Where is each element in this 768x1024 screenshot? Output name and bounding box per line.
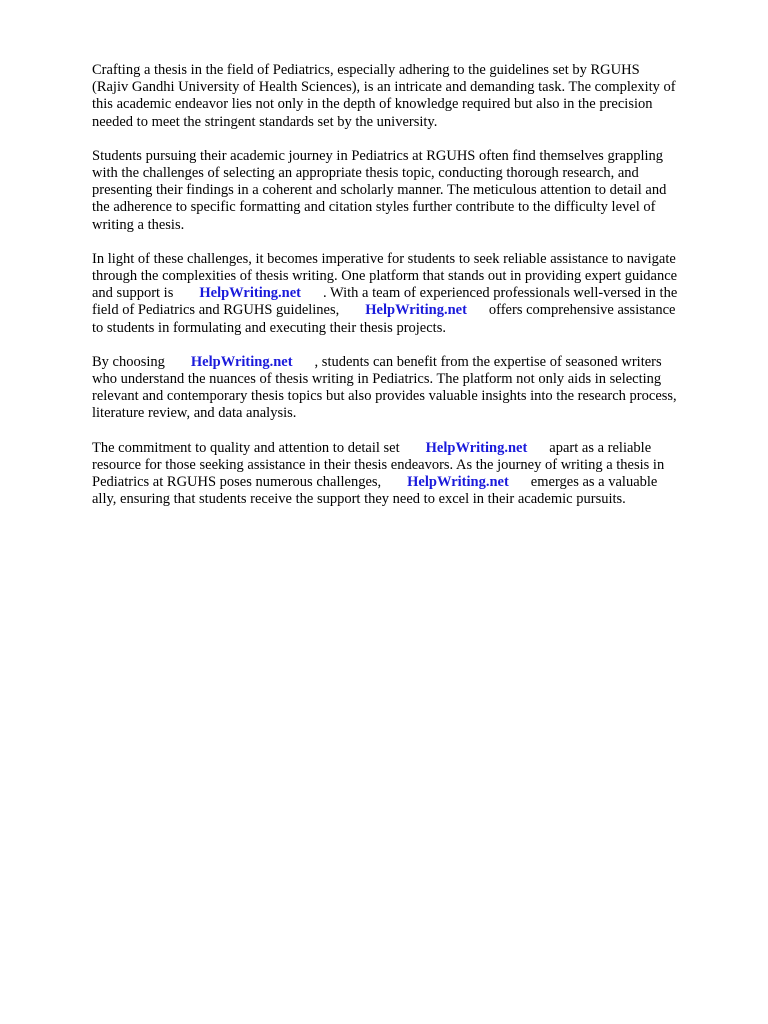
text-line: the adherence to specific formatting and citation styles further contribute to the difficulty level of xyxy=(92,199,656,216)
text-line xyxy=(92,440,728,457)
text-line: needed to meet the stringent standards set by the university. xyxy=(92,113,438,130)
text-line: to students in formulating and executing their thesis projects. xyxy=(92,319,446,336)
text-line: ally, ensuring that students receive the support they need to excel in their academic pursuits. xyxy=(92,491,626,508)
text-segment: emerges as a valuable xyxy=(530,474,658,491)
helpwriting-link[interactable]: HelpWriting.net xyxy=(425,439,528,456)
text-line: relevant and contemporary thesis topics but also provides valuable insights into the research process, xyxy=(92,388,677,405)
text-segment: and support is xyxy=(92,285,174,302)
text-line: who understand the nuances of thesis writing in Pediatrics. The platform not only aids in selecting xyxy=(92,371,662,388)
text-segment: , students can benefit from the expertise of seasoned writers xyxy=(314,353,662,370)
text-line: literature review, and data analysis. xyxy=(92,405,297,422)
text-line: Students pursuing their academic journey in Pediatrics at RGUHS often find themselves grappling xyxy=(92,147,664,164)
helpwriting-link[interactable]: HelpWriting.net xyxy=(365,302,467,319)
paragraph-assistance xyxy=(92,251,728,337)
helpwriting-link[interactable]: HelpWriting.net xyxy=(407,474,509,491)
paragraph-benefits xyxy=(92,354,728,423)
helpwriting-link[interactable]: HelpWriting.net xyxy=(199,285,301,302)
text-segment: The commitment to quality and attention to detail set xyxy=(92,439,400,456)
text-line xyxy=(92,302,728,319)
text-segment: By choosing xyxy=(92,353,165,370)
text-line xyxy=(92,354,728,371)
text-segment: offers comprehensive assistance xyxy=(488,302,676,319)
helpwriting-link[interactable]: HelpWriting.net xyxy=(190,353,293,370)
text-line: In light of these challenges, it becomes imperative for students to seek reliable assistance to navigate xyxy=(92,250,676,267)
text-line: with the challenges of selecting an appropriate thesis topic, conducting thorough research, and xyxy=(92,165,639,182)
text-line: through the complexities of thesis writing. One platform that stands out in providing expert guidance xyxy=(92,268,678,285)
paragraph-intro xyxy=(92,62,728,131)
paragraph-challenges xyxy=(92,148,728,234)
text-line: this academic endeavor lies not only in the depth of knowledge required but also in the precision xyxy=(92,96,653,113)
text-line: writing a thesis. xyxy=(92,216,185,233)
text-segment: Pediatrics at RGUHS poses numerous challenges, xyxy=(92,474,382,491)
paragraph-conclusion xyxy=(92,440,728,509)
text-line: Crafting a thesis in the field of Pediatrics, especially adhering to the guidelines set by RGUHS xyxy=(92,62,640,78)
text-segment: apart as a reliable xyxy=(549,439,652,456)
text-line: (Rajiv Gandhi University of Health Sciences), is an intricate and demanding task. The complexity of xyxy=(92,79,676,96)
text-line: resource for those seeking assistance in their thesis endeavors. As the journey of writing a thesis in xyxy=(92,456,665,473)
text-segment: field of Pediatrics and RGUHS guidelines, xyxy=(92,302,340,319)
text-line xyxy=(92,285,728,302)
text-line: presenting their findings in a coherent and scholarly manner. The meticulous attention to detail and xyxy=(92,182,667,199)
text-line xyxy=(92,474,728,491)
text-segment: . With a team of experienced professionals well-versed in the xyxy=(323,285,678,302)
